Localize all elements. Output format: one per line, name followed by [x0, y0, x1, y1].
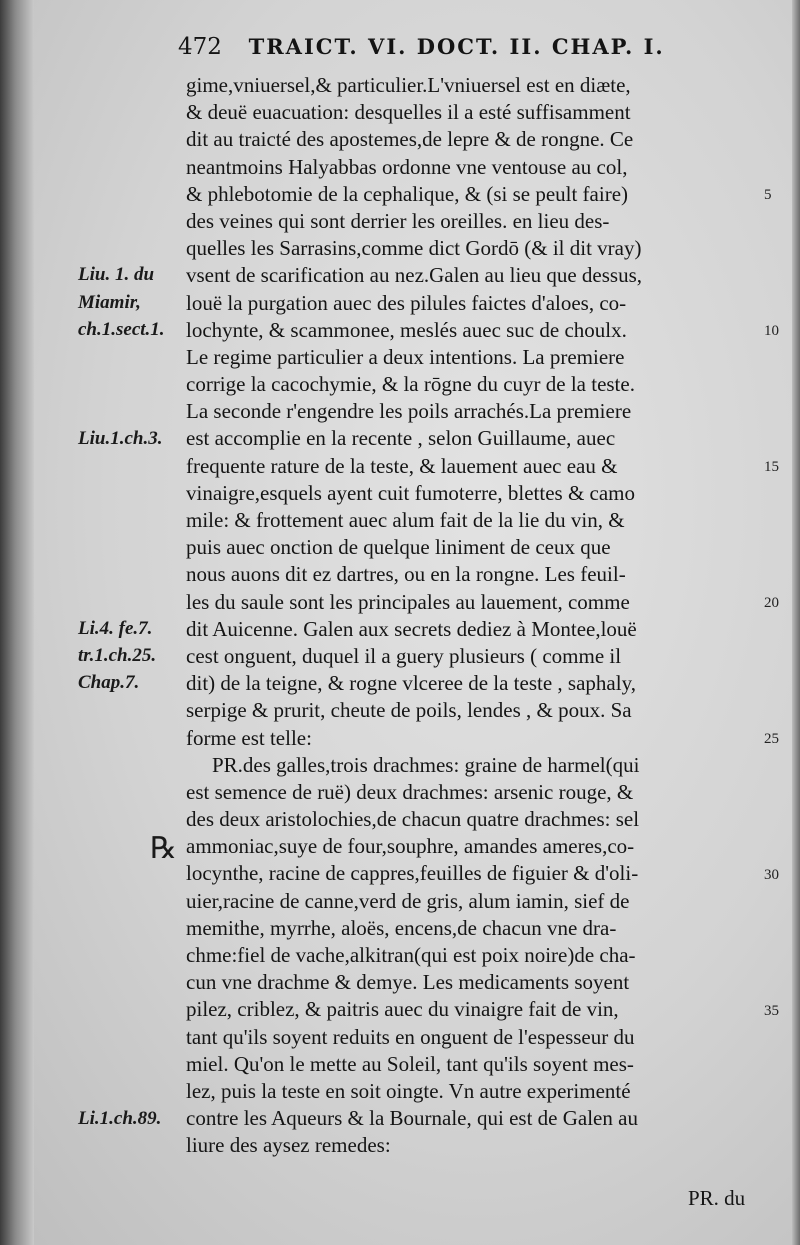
text-line: des deux aristolochies,de chacun quatre drachmes: sel	[186, 807, 640, 832]
line-number: 15	[764, 458, 779, 475]
text-line: dit) de la teigne, & rogne vlceree de la teste , saphaly,	[186, 671, 636, 696]
text-line: La seconde r'engendre les poils arrachés.La premiere	[186, 399, 632, 424]
text-line: gime,vniuersel,& particulier.L'vniuersel est en diæte,	[186, 73, 631, 97]
text-line: chme:fiel de vache,alkitran(qui est poix noire)de cha-	[186, 943, 636, 967]
text-line: les du saule sont les principales au lauement, comme	[186, 589, 630, 614]
line-number: 35	[764, 1002, 779, 1019]
text-line: mile: & frottement auec alum fait de la lie du vin, &	[186, 508, 625, 532]
page-gutter-shadow	[0, 0, 34, 1245]
margin-note: Li.1.ch.89.	[78, 1107, 162, 1129]
text-line: ammoniac,suye de four,souphre, amandes ameres,co-	[186, 834, 635, 859]
text-line: vsent de scarification au nez.Galen au lieu que dessus,	[186, 263, 643, 288]
text-line: memithe, myrrhe, aloës, encens,de chacun vne dra-	[186, 915, 617, 940]
margin-note: tr.1.ch.25.	[78, 645, 157, 667]
text-line: tant qu'ils soyent reduits en onguent de l'espesseur du	[186, 1024, 635, 1049]
text-line: serpige & prurit, cheute de poils, lendes , & poux. Sa	[186, 698, 632, 723]
text-line: est accomplie en la recente , selon Guillaume, auec	[186, 426, 616, 451]
text-line: est semence de ruë) deux drachmes: arsenic rouge, &	[186, 779, 634, 804]
text-line: forme est telle:	[186, 725, 312, 750]
text-line: dit Auicenne. Galen aux secrets dediez à Montee,louë	[186, 616, 637, 641]
margin-note: Miamir,	[78, 291, 141, 313]
line-number: 30	[764, 866, 779, 883]
text-line: puis auec onction de quelque liniment de ceux que	[186, 535, 611, 560]
text-line: quelles les Sarrasins,comme dict Gordō (& il dit vray)	[186, 236, 642, 261]
margin-note: Liu. 1. du	[78, 264, 155, 286]
line-number: 25	[764, 730, 779, 747]
body-text	[186, 72, 776, 1160]
line-number: 10	[764, 322, 779, 339]
running-header	[178, 34, 778, 70]
recipe-symbol-icon: ℞	[150, 831, 177, 866]
text-line: neantmoins Halyabbas ordonne vne ventouse au col,	[186, 154, 628, 179]
running-title: TRAICT. VI. DOCT. II. CHAP. I.	[248, 34, 665, 59]
text-line: corrige la cacochymie, & la rōgne du cuyr de la teste.	[186, 372, 635, 397]
catchword: PR. du	[688, 1186, 746, 1210]
margin-note: ch.1.sect.1.	[78, 318, 165, 340]
text-line: cun vne drachme & demye. Les medicaments soyent	[186, 970, 630, 995]
text-line: nous auons dit ez dartres, ou en la rongne. Les feuil-	[186, 562, 626, 587]
text-line: lez, puis la teste en soit oingte. Vn autre experimenté	[186, 1078, 631, 1103]
text-line: PR.des galles,trois drachmes: graine de harmel(qui	[212, 752, 640, 777]
margin-note: Liu.1.ch.3.	[78, 427, 163, 449]
text-line: des veines qui sont derrier les oreilles. en lieu des-	[186, 208, 610, 233]
page-number: 472	[178, 34, 222, 60]
text-line: locynthe, racine de cappres,feuilles de figuier & d'oli-	[186, 861, 639, 886]
text-line: liure des aysez remedes:	[186, 1133, 391, 1158]
margin-note: Li.4. fe.7.	[78, 618, 153, 639]
text-line: vinaigre,esquels ayent cuit fumoterre, blettes & camo	[186, 480, 636, 505]
text-line: & phlebotomie de la cephalique, & (si se peult faire)	[186, 181, 629, 206]
text-line: dit au traicté des apostemes,de lepre & de rongne. Ce	[186, 127, 634, 152]
text-line: frequente rature de la teste, & lauement auec eau &	[186, 453, 618, 478]
text-line: louë la purgation auec des pilules faictes d'aloes, co-	[186, 290, 627, 315]
line-number: 5	[764, 186, 772, 203]
text-line: contre les Aqueurs & la Bournale, qui est de Galen au	[186, 1106, 638, 1131]
left-margin-notes	[78, 0, 188, 1245]
margin-note: Chap.7.	[78, 672, 140, 694]
text-line: & deuë euacuation: desquelles il a esté suffisamment	[186, 100, 631, 125]
text-line: lochynte, & scammonee, meslés auec suc de choulx.	[186, 317, 627, 342]
text-line: cest onguent, duquel il a guery plusieurs ( comme il	[186, 643, 622, 668]
text-line: miel. Qu'on le mette au Soleil, tant qu'ils soyent mes-	[186, 1051, 634, 1076]
text-line: Le regime particulier a deux intentions. La premiere	[186, 344, 625, 369]
text-line: uier,racine de canne,verd de gris, alum iamin, sief de	[186, 888, 630, 913]
line-number: 20	[764, 594, 779, 611]
text-line: pilez, criblez, & paitris auec du vinaigre fait de vin,	[186, 997, 619, 1022]
